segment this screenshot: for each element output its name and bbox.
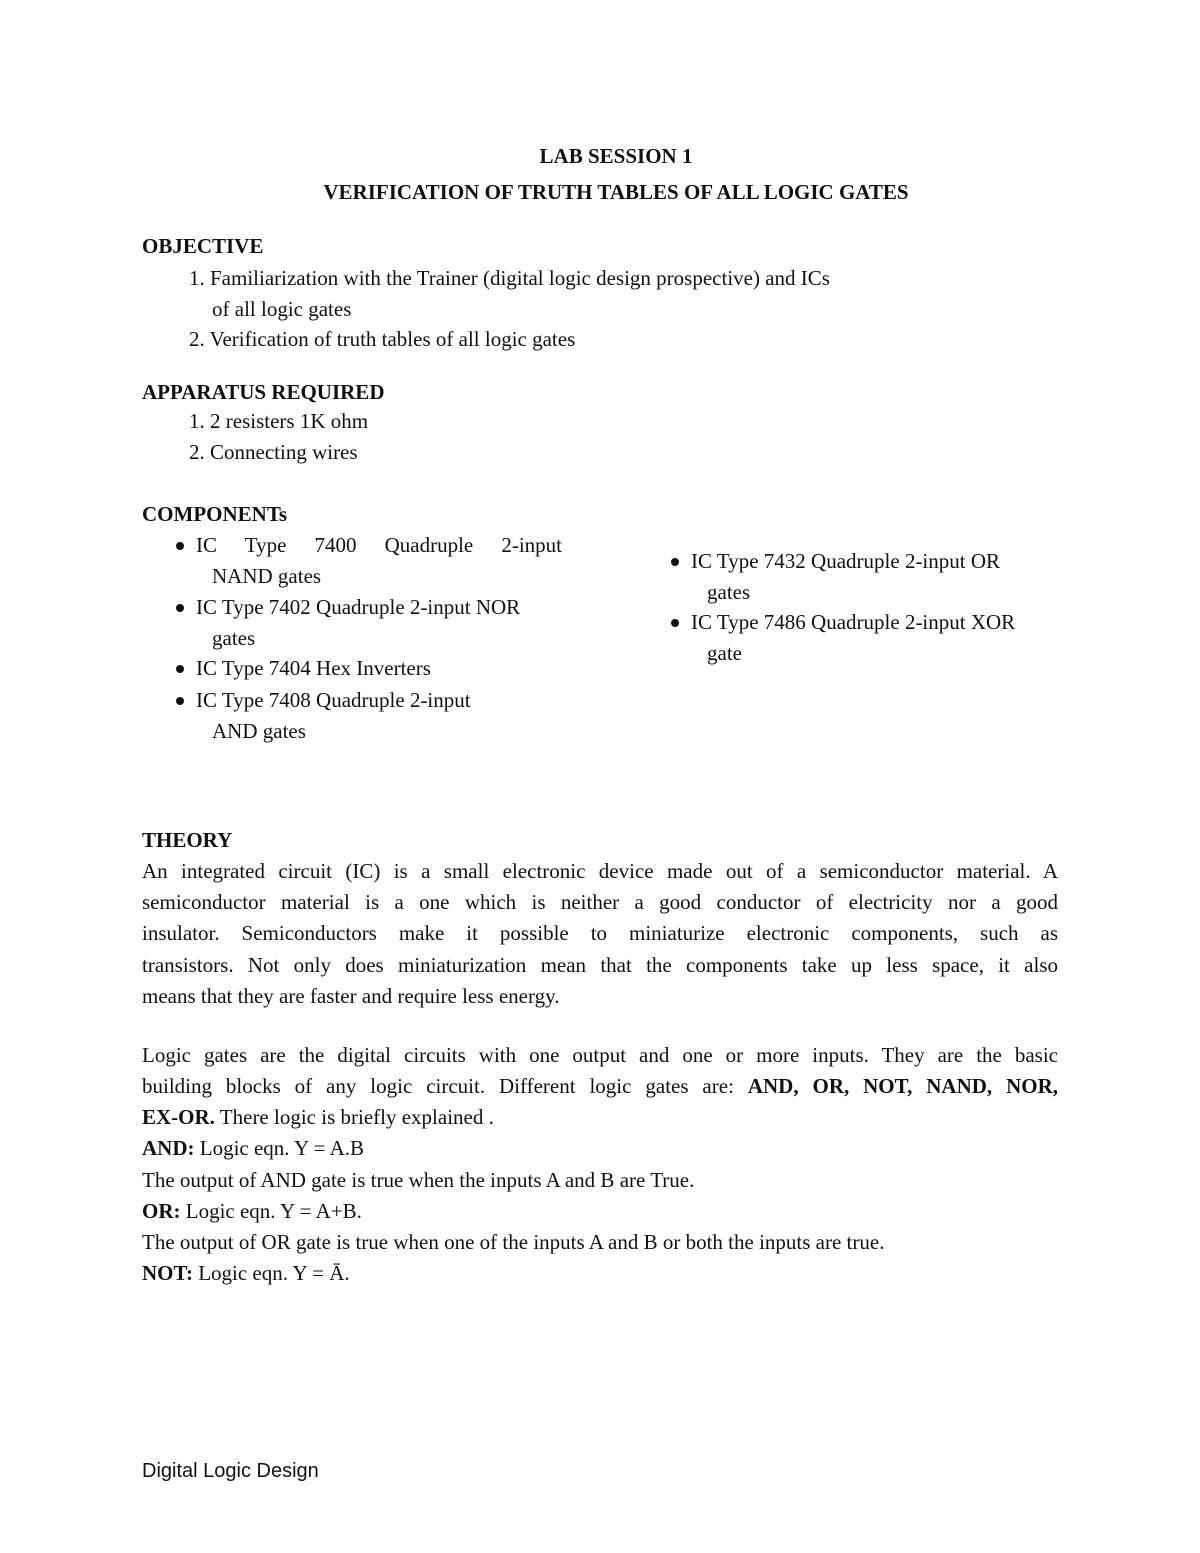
or-description: The output of OR gate is true when one of the inputs A and B or both the inputs are true. — [142, 1230, 885, 1254]
objective-item-2: 2. Verification of truth tables of all logic gates — [189, 327, 576, 351]
bullet-icon — [176, 542, 184, 550]
objective-item-1: 1. Familiarization with the Trainer (digital logic design prospective) and ICs — [189, 266, 830, 290]
document-title: VERIFICATION OF TRUTH TABLES OF ALL LOGIC GATES — [323, 180, 909, 204]
apparatus-item-2: 2. Connecting wires — [189, 440, 358, 464]
bullet-icon — [176, 697, 184, 705]
theory-p1-line-1: An integrated circuit (IC) is a small electronic device made out of a semiconductor material. A — [142, 859, 1058, 883]
document-page: LAB SESSION 1 VERIFICATION OF TRUTH TABLES OF ALL LOGIC GATES OBJECTIVE 1. Familiarization with the Trainer (digital logic design prospective) and ICs of all logic gates 2. Verification of truth tables of all logic gates APPARATUS REQUIRED 1. 2 resisters 1K ohm 2. Connecting wires COMPONENTs IC Type 7400 Quadruple 2-input NAND gates IC Type 7402 Quadruple 2-input NOR gates IC Type 7404 Hex Inverters IC Type 7408 Quadruple 2-input AND gates IC Type 7432 Quadruple 2-input OR gates IC Type 7486 Quadruple 2-input XOR gate THEORY An integrated circuit (IC) is a small electronic device made out of a semiconductor material. A semiconductor material is a one which is neither a good conductor of electricity nor a good insulator. Semiconductors make it possible to miniaturize electronic components, such as transistors. Not only does miniaturization mean that the components take up less space, it also means that they are faster and require less energy. Logic gates are the digital circuits with one output and one or more inputs. They are the basic building blocks of any logic circuit. Different logic gates are: AND, OR, NOT, NAND, NOR, EX-OR. There logic is briefly explained . AND: Logic eqn. Y = A.B The output of AND gate is true when the inputs A and B are True. OR: Logic eqn. Y = A+B. The output of OR gate is true when one of the inputs A and B or both the inputs are true. NOT: Logic eqn. Y = Ā. Digital Logic Design — [0, 0, 1200, 1553]
theory-p2-line-2: building blocks of any logic circuit. Different logic gates are: AND, OR, NOT, NAND, NOR, — [142, 1074, 1058, 1098]
or-equation: OR: Logic eqn. Y = A+B. — [142, 1199, 362, 1223]
bullet-icon — [671, 558, 679, 566]
theory-p2-line-1: Logic gates are the digital circuits with one output and one or more inputs. They are the basic — [142, 1043, 1058, 1067]
theory-p1-line-2: semiconductor material is a one which is neither a good conductor of electricity nor a good — [142, 890, 1058, 914]
theory-p1-line-5: means that they are faster and require less energy. — [142, 984, 560, 1008]
and-equation: AND: Logic eqn. Y = A.B — [142, 1136, 365, 1160]
theory-p1-line-3: insulator. Semiconductors make it possible to miniaturize electronic components, such as — [142, 921, 1058, 945]
objective-item-1-cont: of all logic gates — [212, 297, 352, 321]
apparatus-heading: APPARATUS REQUIRED — [142, 380, 385, 404]
bullet-icon — [176, 665, 184, 673]
theory-p1-line-4: transistors. Not only does miniaturization mean that the components take up less space, it also — [142, 953, 1058, 977]
and-description: The output of AND gate is true when the inputs A and B are True. — [142, 1168, 695, 1192]
not-equation: NOT: Logic eqn. Y = Ā. — [142, 1261, 350, 1285]
bullet-icon — [176, 604, 184, 612]
apparatus-item-1: 1. 2 resisters 1K ohm — [189, 409, 369, 433]
theory-p2-line-3: EX-OR. There logic is briefly explained . — [142, 1105, 494, 1129]
theory-heading: THEORY — [142, 828, 233, 852]
objective-heading: OBJECTIVE — [142, 234, 264, 258]
page-footer: Digital Logic Design — [142, 1460, 319, 1482]
bullet-icon — [671, 619, 679, 627]
lab-session-title: LAB SESSION 1 — [539, 144, 693, 168]
components-heading: COMPONENTs — [142, 502, 288, 526]
